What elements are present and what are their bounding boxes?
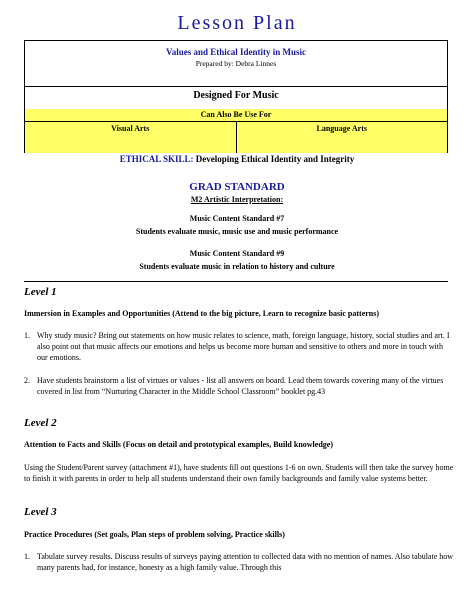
level-3-heading: Level 3 <box>24 506 57 518</box>
subject-columns <box>25 122 447 153</box>
also-use-label: Can Also Be Use For <box>25 109 447 122</box>
prepared-by: Prepared by: Debra Linnes <box>195 59 277 68</box>
grad-standard: GRAD STANDARD <box>189 181 285 193</box>
standard-7-title: Music Content Standard #7 <box>189 214 285 223</box>
list-text: Why study music? Bring out statements on how music relates to science, math, foreign language, history, social studies and art. I also point out that music affects our emotions and helps us become more human and sensitive to others and more in touch with our emotions. <box>37 331 450 362</box>
level-1-subheading: Immersion in Examples and Opportunities (Attend to the big picture, Learn to recognize basic patterns) <box>24 309 380 318</box>
language-arts-cell: Language Arts <box>316 124 367 133</box>
header-cell <box>25 41 447 87</box>
list-item <box>24 375 454 397</box>
header-table <box>24 40 448 153</box>
standard-7-text: Students evaluate music, music use and music performance <box>135 227 339 236</box>
also-use-section <box>25 109 447 153</box>
page-title: Lesson Plan <box>177 12 297 34</box>
list-item <box>24 551 454 573</box>
list-text: Tabulate survey results. Discuss results of surveys paying attention to collected data with no mention of names. Also tabulate how many parents had, for instance, honesty as a high family value. Through this <box>37 552 454 572</box>
divider <box>24 281 448 282</box>
m2-heading: M2 Artistic Interpretation: <box>190 195 284 204</box>
skill-text: Developing Ethical Identity and Integrity <box>195 154 355 164</box>
level-2-subheading: Attention to Facts and Skills (Focus on detail and prototypical examples, Build knowledge) <box>24 440 333 449</box>
ethical-skill <box>0 154 474 164</box>
list-text: Have students brainstorm a list of virtues or values - list all answers on board. Lead them towards covering many of the virtues covered in list from “Nurturing Character in the Middle School Classroom” booklet pg.43 <box>37 376 444 396</box>
level-1-heading: Level 1 <box>24 286 57 298</box>
level-3-subheading: Practice Procedures (Set goals, Plan steps of problem solving, Practice skills) <box>24 530 285 539</box>
standard-9-title: Music Content Standard #9 <box>189 249 285 258</box>
list-item <box>24 330 454 363</box>
list-number: 2. <box>24 376 30 385</box>
list-number: 1. <box>24 331 30 340</box>
lesson-subtitle: Values and Ethical Identity in Music <box>166 47 306 57</box>
designed-for: Designed For Music <box>25 85 447 110</box>
skill-label: ETHICAL SKILL: <box>119 154 194 164</box>
visual-arts-cell: Visual Arts <box>25 122 237 153</box>
level-2-paragraph: Using the Student/Parent survey (attachment #1), have students fill out questions 1-6 on own. Students will then take the survey home to finish it with parents in order to help all students understand their own family backgrounds and family value systems better. <box>24 463 454 483</box>
list-number: 1. <box>24 552 30 561</box>
level-2-heading: Level 2 <box>24 417 57 429</box>
standard-9-text: Students evaluate music in relation to history and culture <box>139 262 335 271</box>
